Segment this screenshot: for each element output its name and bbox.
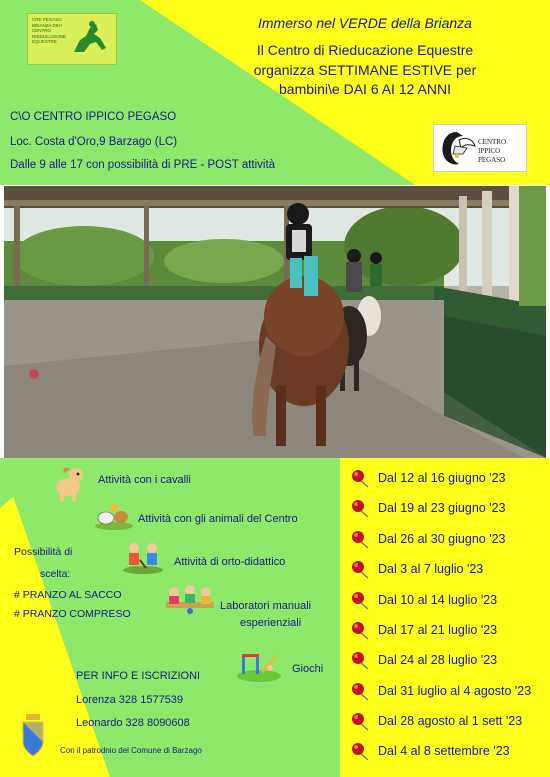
riding-arena-photo: [4, 186, 546, 458]
date-label: Dal 17 al 21 luglio '23: [378, 623, 498, 637]
address-line-2: Loc. Costa d'Oro,9 Barzago (LC): [10, 136, 178, 148]
address-line-1: C\O CENTRO IPPICO PEGASO: [10, 111, 177, 123]
logo-right-line-2: IPPICO: [478, 147, 501, 155]
activity-horses: Attività con i cavalli: [98, 474, 191, 486]
playground-icon: [236, 646, 282, 682]
date-label: Dal 19 al 23 giugno '23: [378, 501, 506, 515]
farm-animals-icon: [94, 500, 134, 530]
logo-right-line-3: PEGASO: [478, 156, 506, 164]
info-title: PER INFO E ISCRIZIONI: [76, 670, 201, 682]
activity-animals: Attività con gli animali del Centro: [138, 513, 298, 525]
craft-kids-icon: [164, 578, 216, 616]
option-packed-lunch: # PRANZO AL SACCO: [14, 589, 122, 601]
centro-ippico-pegaso-logo: [433, 124, 527, 172]
pushpin-icon: [350, 619, 372, 641]
patronage-text: Con il patrodnio del Comune di Barzago: [60, 746, 202, 755]
date-label: Dal 10 al 14 luglio '23: [378, 593, 498, 607]
date-label: Dal 3 al 7 luglio '23: [378, 562, 484, 576]
date-label: Dal 26 al 30 giugno '23: [378, 532, 506, 546]
activity-labs-line-2: esperienziali: [240, 617, 302, 629]
date-label: Dal 4 al 8 settembre '23: [378, 744, 510, 758]
contact-leonardo: Leonardo 328 8090608: [76, 717, 190, 729]
pushpin-icon: [350, 740, 372, 762]
header-italic: Immerso nel VERDE della Brianza: [258, 15, 472, 31]
logo-right-line-1: CENTRO: [478, 138, 506, 146]
barzago-coat-of-arms-icon: [22, 714, 44, 758]
date-label: Dal 28 agosto al 1 sett '23: [378, 714, 523, 728]
pushpin-icon: [350, 710, 372, 732]
header-line-2: organizza SETTIMANE ESTIVE per: [253, 62, 477, 78]
options-line-2: scelta:: [40, 568, 71, 580]
contact-lorenza: Lorenza 328 1577539: [76, 694, 184, 706]
pegasus-wing-icon: [437, 126, 477, 170]
options-line-1: Possibilità di: [14, 546, 73, 558]
date-label: Dal 24 al 28 luglio '23: [378, 653, 498, 667]
header-line-1: Il Centro di Rieducazione Equestre: [256, 42, 474, 58]
horse-cartoon-icon: [48, 463, 88, 503]
activity-games: Giochi: [292, 663, 324, 675]
gardening-kids-icon: [122, 538, 164, 574]
date-label: Dal 31 luglio al 4 agosto '23: [378, 684, 532, 698]
activity-garden: Attività di orto-didattico: [174, 556, 286, 568]
pushpin-icon: [350, 528, 372, 550]
horse-rider-logo-icon: [70, 18, 112, 58]
pushpin-icon: [350, 680, 372, 702]
pushpin-icon: [350, 497, 372, 519]
pegaso-logo-left: [27, 13, 117, 65]
activity-labs: Laboratori manuali: [220, 600, 312, 612]
address-line-3: Dalle 9 alle 17 con possibilità di PRE - POST attività: [10, 159, 276, 171]
pushpin-icon: [350, 589, 372, 611]
pushpin-icon: [350, 467, 372, 489]
header-line-3: bambini\e DAI 6 AI 12 ANNI: [279, 81, 451, 97]
pushpin-icon: [350, 558, 372, 580]
logo-left-text: CRE PEGASO BRIANZA DEH CENTRO RIEDUCAZIONE EQUESTRE: [32, 17, 67, 44]
date-label: Dal 12 al 16 giugno '23: [378, 471, 506, 485]
pushpin-icon: [350, 649, 372, 671]
option-lunch-included: # PRANZO COMPRESO: [14, 608, 131, 620]
